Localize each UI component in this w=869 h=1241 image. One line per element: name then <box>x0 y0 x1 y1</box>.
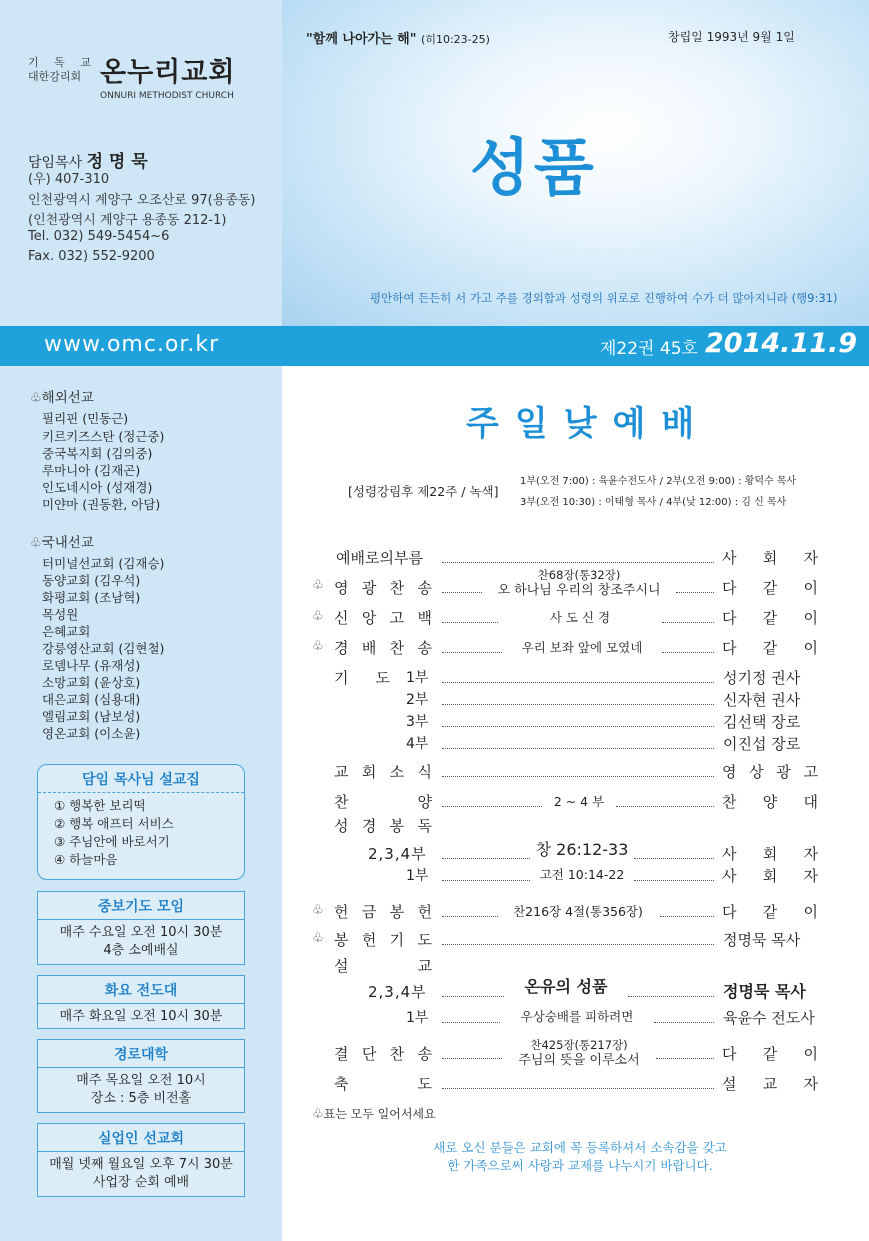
hymn1-title: 오 하나님 우리의 창조주시니 <box>497 583 661 598</box>
dot-leader <box>442 748 714 749</box>
dot-leader <box>628 996 714 997</box>
dot-leader <box>442 1022 500 1023</box>
together <box>722 901 818 922</box>
bulletin-title: 성품 <box>470 131 598 204</box>
list-item: ② 행복 애프터 서비스 <box>54 816 174 831</box>
cross-icon: ♧ <box>30 391 42 406</box>
hymn2-title: 우리 보좌 앞에 모였네 <box>521 640 643 655</box>
dot-leader <box>662 652 714 653</box>
label-char: 송 <box>417 579 432 597</box>
order-offering-prayer <box>334 929 432 950</box>
dot-leader <box>442 1088 714 1089</box>
prayer-part-3: 3부 <box>406 714 429 730</box>
label-char: 식 <box>417 763 432 781</box>
intercession-body <box>38 920 244 964</box>
prayer-part-2: 2부 <box>406 692 429 708</box>
prayer-part-1: 1부 <box>406 670 429 686</box>
order-closing-hymn <box>334 1043 432 1064</box>
stand-cross-icon: ♧ <box>312 931 324 946</box>
label-char: 자 <box>803 549 818 567</box>
creed-name: 사 도 신 경 <box>549 610 611 625</box>
order-adoration-hymn <box>334 637 432 658</box>
overseas-missions-heading <box>30 386 94 406</box>
denomination <box>28 56 97 84</box>
list-item: 영온교회 (이소윤) <box>42 726 141 741</box>
intercession-box <box>37 891 245 965</box>
label-char: 경 <box>361 817 377 835</box>
label-char: 기 <box>334 669 349 687</box>
cross-icon: ♧ <box>30 536 42 551</box>
label-char: 같 <box>762 1045 778 1063</box>
label-char: 봉 <box>334 931 349 949</box>
senior-college-body <box>38 1068 244 1112</box>
intercession-place: 4층 소예배실 <box>103 943 179 958</box>
label-char: 광 <box>361 579 377 597</box>
label-char: 설 <box>334 957 349 975</box>
dot-leader <box>442 858 530 859</box>
order-sermon <box>334 955 432 976</box>
label-char: 도 <box>375 669 390 687</box>
label-char: 설 <box>722 1075 737 1093</box>
presider <box>722 865 818 886</box>
welcome-line1: 새로 오신 분들은 교회에 꼭 등록하셔서 소속감을 갖고 <box>433 1140 727 1155</box>
cross-icon: ♧ <box>312 1107 324 1122</box>
motto <box>306 28 490 47</box>
label-char: 양 <box>417 793 432 811</box>
label-char: 사 <box>722 549 737 567</box>
order-news <box>334 761 432 782</box>
list-item: 미얀마 (권동환, 아담) <box>42 497 161 512</box>
sermon-1-preacher: 육윤수 전도사 <box>723 1009 815 1027</box>
order-creed <box>334 607 432 628</box>
motto-ref: (히10:23-25) <box>421 33 490 46</box>
dot-leader <box>634 880 714 881</box>
sermon-1-title: 우상숭배를 피하려면 <box>520 1009 634 1024</box>
standing-note-text: 표는 모두 일어서세요 <box>323 1107 436 1121</box>
together <box>722 607 818 628</box>
overseas-title: 해외선교 <box>41 390 94 406</box>
order-benediction <box>334 1073 432 1094</box>
label-char: 찬 <box>334 793 349 811</box>
label-char: 같 <box>762 609 778 627</box>
together <box>722 637 818 658</box>
list-item: ④ 하늘마음 <box>54 852 118 867</box>
label-char: 이 <box>803 639 818 657</box>
motto-text: "함께 나아가는 해" <box>306 32 417 47</box>
label-char: 성 <box>334 817 349 835</box>
order-call-to-worship: 예배로의부름 <box>336 549 423 567</box>
label-char: 이 <box>803 903 818 921</box>
list-item: 중국복지회 (김의중) <box>42 446 153 461</box>
worship-title: 주일낮예배 <box>466 404 711 444</box>
label-char: 다 <box>722 579 737 597</box>
dot-leader <box>442 806 542 807</box>
standing-note <box>312 1105 436 1122</box>
address-line: (우) 407-310 <box>28 172 110 187</box>
list-item: 루마니아 (김재곤) <box>42 463 141 478</box>
order-scripture <box>334 815 432 836</box>
label-char: 영 <box>334 579 349 597</box>
sermon-books-list <box>38 793 244 873</box>
sermon-part-1: 1부 <box>406 1010 429 1026</box>
label-char: 경 <box>334 639 349 657</box>
evangelism-box <box>37 975 245 1029</box>
label-char: 교 <box>762 1075 778 1093</box>
issue-number: 제22권 45호 <box>600 339 698 359</box>
phone-line: Tel. 032) 549-5454~6 <box>28 229 170 244</box>
label-char: 회 <box>762 845 778 863</box>
dot-leader <box>662 622 714 623</box>
evangelism-title: 화요 전도대 <box>38 976 244 1004</box>
dot-leader <box>676 592 714 593</box>
senior-college-title: 경로대학 <box>38 1040 244 1068</box>
address-line: (인천광역시 계양구 용종동 212-1) <box>28 213 227 228</box>
list-item: 엘림교회 (남보성) <box>42 709 141 724</box>
list-item: 은혜교회 <box>42 624 91 639</box>
service-leaders-line1: 1부(오전 7:00) : 육윤수전도사 / 2부(오전 9:00) : 황덕수 목사 <box>520 476 797 487</box>
closing-hymn-number: 찬425장(통217장) <box>530 1038 628 1052</box>
label-char: 고 <box>389 609 405 627</box>
list-item: 동양교회 (김우석) <box>42 573 141 588</box>
prayer-4-person: 이진섭 장로 <box>723 735 801 753</box>
label-char: 같 <box>762 639 778 657</box>
list-item: ① 행복한 보리떡 <box>54 798 146 813</box>
label-char: 기 <box>389 931 405 949</box>
dot-leader <box>442 916 498 917</box>
stand-cross-icon: ♧ <box>312 578 324 593</box>
scripture-main: 창 26:12-33 <box>535 840 629 859</box>
church-url[interactable]: www.omc.or.kr <box>44 332 220 357</box>
dot-leader <box>442 704 714 705</box>
list-item: 인도네시아 (성재경) <box>42 480 153 495</box>
label-char: 다 <box>722 609 737 627</box>
preacher-name: 정명묵 목사 <box>723 982 806 1001</box>
label-char: 대 <box>803 793 818 811</box>
label-char: 자 <box>803 845 818 863</box>
label-char: 회 <box>762 867 778 885</box>
pastor-label: 담임목사 <box>28 155 83 171</box>
church-name-en: ONNURI METHODIST CHURCH <box>100 91 234 101</box>
label-char: 회 <box>762 549 778 567</box>
sermon-books-box <box>37 764 245 880</box>
label-char: 이 <box>803 609 818 627</box>
dot-leader <box>616 806 714 807</box>
senior-college-time: 매주 목요일 오전 10시 <box>76 1073 206 1088</box>
label-char: 상 <box>749 763 764 781</box>
denomination-line1: 기 독 교 <box>28 56 97 69</box>
dot-leader <box>442 944 714 945</box>
label-char: 영 <box>722 763 737 781</box>
prayer-3-person: 김선택 장로 <box>723 713 801 731</box>
label-char: 독 <box>417 817 432 835</box>
label-char: 다 <box>722 1045 737 1063</box>
dot-leader <box>660 916 714 917</box>
dot-leader <box>442 592 482 593</box>
dot-leader <box>654 1022 714 1023</box>
label-char: 소 <box>389 763 405 781</box>
order-praise <box>334 791 432 812</box>
label-char: 사 <box>722 845 737 863</box>
label-char: 도 <box>417 1075 432 1093</box>
label-char: 같 <box>762 579 778 597</box>
label-char: 이 <box>803 579 818 597</box>
dot-leader <box>442 682 714 683</box>
label-char: 앙 <box>361 609 377 627</box>
dot-leader <box>442 996 504 997</box>
liturgical-season: [성령강림후 제22주 / 녹색] <box>348 484 499 499</box>
pastor-name: 정 명 묵 <box>86 152 148 172</box>
list-item: 목성원 <box>42 607 79 622</box>
list-item: ③ 주님안에 바로서기 <box>54 834 170 849</box>
label-char: 신 <box>334 609 349 627</box>
senior-college-place: 장소 : 5층 비전홀 <box>90 1091 192 1106</box>
sermon-parts-234: 2,3,4부 <box>368 983 427 1001</box>
dot-leader <box>442 622 498 623</box>
label-char: 단 <box>361 1045 377 1063</box>
label-char: 교 <box>334 763 349 781</box>
list-item: 로뎀나무 (유재성) <box>42 658 141 673</box>
together <box>722 577 818 598</box>
label-char: 같 <box>762 903 778 921</box>
order-prayer <box>334 667 390 688</box>
sermon-title: 온유의 성품 <box>524 977 608 996</box>
together <box>722 1043 818 1064</box>
sermon-books-title: 담임 목사님 설교집 <box>38 765 244 793</box>
choir <box>722 791 818 812</box>
stand-cross-icon: ♧ <box>312 609 324 624</box>
list-item: 화평교회 (조남혁) <box>42 590 141 605</box>
dot-leader <box>442 776 714 777</box>
label-char: 자 <box>803 1075 818 1093</box>
dot-leader <box>442 652 502 653</box>
label-char: 찬 <box>389 1045 405 1063</box>
label-char: 다 <box>722 903 737 921</box>
praise-parts: 2 ~ 4 부 <box>553 794 605 809</box>
label-char: 사 <box>722 867 737 885</box>
domestic-title: 국내선교 <box>41 535 94 551</box>
label-char: 교 <box>417 957 432 975</box>
closing-hymn-title: 주님의 뜻을 이루소서 <box>518 1053 640 1068</box>
evangelism-time: 매주 화요일 오전 10시 30분 <box>59 1009 223 1024</box>
label-char: 봉 <box>389 903 405 921</box>
intercession-title: 중보기도 모임 <box>38 892 244 920</box>
business-mission-place: 사업장 순회 예배 <box>92 1175 190 1190</box>
order-glory-hymn <box>334 577 432 598</box>
stand-cross-icon: ♧ <box>312 639 324 654</box>
label-char: 자 <box>803 867 818 885</box>
label-char: 송 <box>417 639 432 657</box>
news-by <box>722 761 818 782</box>
hymn1-info <box>484 568 674 598</box>
scripture-parts-234: 2,3,4부 <box>368 845 427 863</box>
prayer-2-person: 신자현 권사 <box>723 691 801 709</box>
theme-verse: 평안하여 든든히 서 가고 주를 경외함과 성령의 위로로 진행하여 수가 더 많아지니라 (행9:31) <box>370 291 838 305</box>
fax-line: Fax. 032) 552-9200 <box>28 249 155 264</box>
order-offering <box>334 901 432 922</box>
label-char: 백 <box>417 609 432 627</box>
senior-college-box <box>37 1039 245 1113</box>
founded-date: 창립일 1993년 9월 1일 <box>668 30 795 44</box>
label-char: 도 <box>417 931 432 949</box>
stand-cross-icon: ♧ <box>312 903 324 918</box>
label-char: 찬 <box>389 639 405 657</box>
label-char: 광 <box>776 763 791 781</box>
label-char: 배 <box>361 639 377 657</box>
evangelism-body <box>38 1004 244 1030</box>
list-item: 대은교회 (심용대) <box>42 692 141 707</box>
label-char: 송 <box>417 1045 432 1063</box>
service-leaders-line2: 3부(오전 10:30) : 이태형 목사 / 4부(낮 12:00) : 김 신 목사 <box>520 497 787 508</box>
label-char: 회 <box>361 763 377 781</box>
prayer-part-4: 4부 <box>406 736 429 752</box>
closing-hymn-info <box>504 1038 654 1068</box>
label-char: 찬 <box>722 793 737 811</box>
preacher <box>722 1073 818 1094</box>
offering-prayer-person: 정명묵 목사 <box>723 931 801 949</box>
label-char: 고 <box>803 763 818 781</box>
dot-leader <box>442 726 714 727</box>
dot-leader <box>442 562 714 563</box>
business-mission-body <box>38 1152 244 1196</box>
label-char: 봉 <box>389 817 405 835</box>
church-name: 온누리교회 <box>100 57 236 88</box>
label-char: 다 <box>722 639 737 657</box>
label-char: 헌 <box>417 903 432 921</box>
address-line: 인천광역시 계양구 오조산로 97(용종동) <box>28 193 256 208</box>
prayer-1-person: 성기정 권사 <box>723 669 801 687</box>
label-char: 이 <box>803 1045 818 1063</box>
scripture-part-1: 1부 <box>406 868 429 884</box>
dot-leader <box>656 1058 714 1059</box>
issue-date: 2014.11.9 <box>705 328 858 359</box>
hymn1-number: 찬68장(통32장) <box>537 568 621 582</box>
presider <box>722 547 818 568</box>
business-mission-time: 매월 넷째 월요일 오후 7시 30분 <box>49 1157 233 1172</box>
label-char: 헌 <box>334 903 349 921</box>
business-mission-box <box>37 1123 245 1197</box>
scripture-1: 고전 10:14-22 <box>539 867 625 882</box>
list-item: 소망교회 (윤상호) <box>42 675 141 690</box>
dot-leader <box>442 1058 502 1059</box>
list-item: 터미널선교회 (김재승) <box>42 556 165 571</box>
presider <box>722 843 818 864</box>
list-item: 필리핀 (민동근) <box>42 411 129 426</box>
offering-hymn: 찬216장 4절(통356장) <box>513 904 643 919</box>
label-char: 찬 <box>389 579 405 597</box>
denomination-line2: 대한감리회 <box>28 70 82 83</box>
label-char: 결 <box>334 1045 349 1063</box>
dot-leader <box>634 858 714 859</box>
label-char: 금 <box>361 903 377 921</box>
dot-leader <box>442 880 530 881</box>
domestic-missions-heading <box>30 531 94 551</box>
label-char: 헌 <box>361 931 377 949</box>
label-char: 축 <box>334 1075 349 1093</box>
list-item: 강릉영산교회 (김현철) <box>42 641 165 656</box>
business-mission-title: 실업인 선교회 <box>38 1124 244 1152</box>
list-item: 키르키즈스탄 (정근중) <box>42 429 165 444</box>
intercession-time: 매주 수요일 오전 10시 30분 <box>59 925 223 940</box>
label-char: 양 <box>762 793 778 811</box>
welcome-line2: 한 가족으로써 사랑과 교제를 나누시기 바랍니다. <box>447 1158 713 1173</box>
